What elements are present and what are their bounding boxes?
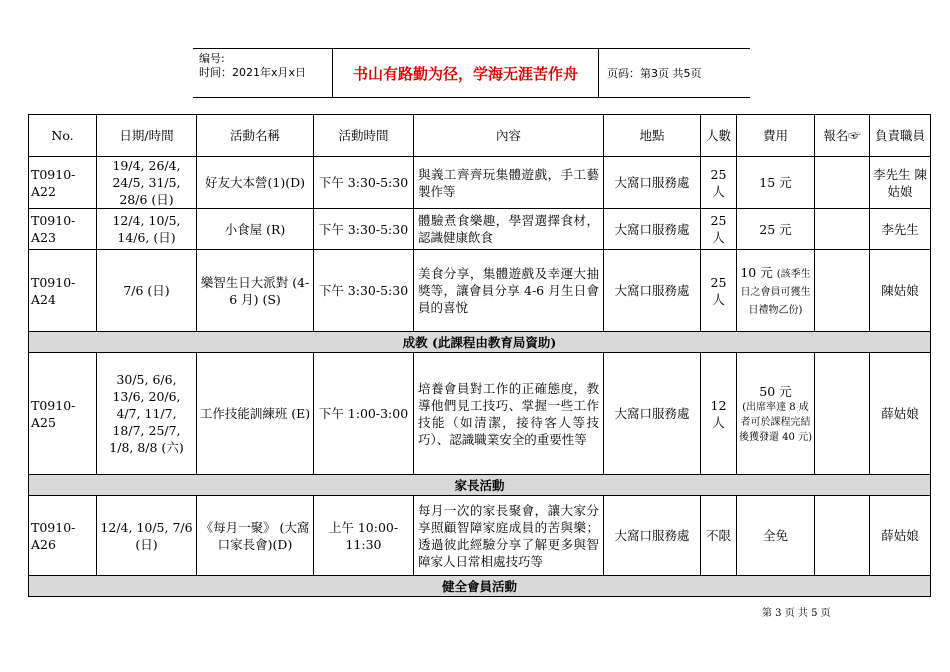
section-row-parent-activities xyxy=(29,475,931,496)
fee-amount: 10 元 xyxy=(740,264,773,280)
cell-name: 工作技能訓練班 (E) xyxy=(197,353,314,475)
section-title: 健全會員活動 xyxy=(29,576,931,597)
page-header xyxy=(193,48,750,98)
cell-date: 12/4, 10/5, 14/6, (日) xyxy=(97,209,197,250)
cell-name: 好友大本營(1)(D) xyxy=(197,157,314,209)
col-name: 活動名稱 xyxy=(197,115,314,157)
fee-amount: 全免 xyxy=(762,528,788,543)
page-footer: 第 3 页 共 5 页 xyxy=(762,608,831,619)
header-meta xyxy=(193,49,333,97)
col-place: 地點 xyxy=(604,115,701,157)
cell-place: 大窩口服務處 xyxy=(604,209,701,250)
cell-no: T0910-A22 xyxy=(29,157,97,209)
cell-signup xyxy=(815,250,870,332)
cell-place: 大窩口服務處 xyxy=(604,250,701,332)
cell-staff: 薛姑娘 xyxy=(870,353,931,475)
cell-date: 7/6 (日) xyxy=(97,250,197,332)
time-label: 时间：2021年x月x日 xyxy=(199,66,307,79)
cell-date: 30/5, 6/6, 13/6, 20/6, 4/7, 11/7, 18/7, 25/7, 1/8, 8/8 (六) xyxy=(97,353,197,475)
col-staff: 負責職員 xyxy=(870,115,931,157)
section-title: 成教 (此課程由教育局資助) xyxy=(29,332,931,353)
table-row xyxy=(29,209,931,250)
cell-content: 體驗煮食樂趣，學習選擇食材，認識健康飲食 xyxy=(414,209,604,250)
cell-content: 培養會員對工作的正確態度，教導他們見工技巧、掌握一些工作技能（如清潔，接待客人等技巧）、認識職業安全的重要性等 xyxy=(414,353,604,475)
cell-time: 下午 3:30-5:30 xyxy=(314,209,414,250)
header-row xyxy=(29,115,931,157)
cell-people: 25 人 xyxy=(701,157,737,209)
cell-no: T0910-A25 xyxy=(29,353,97,475)
fee-amount: 15 元 xyxy=(759,175,792,190)
cell-fee xyxy=(737,157,815,209)
cell-signup xyxy=(815,157,870,209)
activity-table xyxy=(28,114,931,597)
cell-time: 下午 3:30-5:30 xyxy=(314,157,414,209)
cell-content: 每月一次的家長聚會，讓大家分享照顧智障家庭成員的苦與樂；透過彼此經驗分享了解更多與智障家人日常相處技巧等 xyxy=(414,496,604,576)
col-date: 日期/時間 xyxy=(97,115,197,157)
cell-time: 下午 1:00-3:00 xyxy=(314,353,414,475)
cell-people: 25 人 xyxy=(701,209,737,250)
cell-signup xyxy=(815,353,870,475)
col-signup: 報名☞ xyxy=(815,115,870,157)
table-row xyxy=(29,496,931,576)
fee-note: (該季生日之會員可獲生日禮物乙份) xyxy=(740,268,811,316)
motto: 书山有路勤为径，学海无涯苦作舟 xyxy=(333,49,599,97)
table-row xyxy=(29,157,931,209)
cell-staff: 薛姑娘 xyxy=(870,496,931,576)
col-fee: 費用 xyxy=(737,115,815,157)
cell-signup xyxy=(815,209,870,250)
cell-staff: 李先生 陳姑娘 xyxy=(870,157,931,209)
col-people: 人數 xyxy=(701,115,737,157)
cell-content: 美食分享，集體遊戲及幸運大抽獎等，讓會員分享 4-6 月生日會員的喜悅 xyxy=(414,250,604,332)
section-row-adult-education xyxy=(29,332,931,353)
cell-signup xyxy=(815,496,870,576)
cell-people: 25 人 xyxy=(701,250,737,332)
cell-place: 大窩口服務處 xyxy=(604,157,701,209)
page-info: 页码：第3页 共5页 xyxy=(607,67,702,80)
cell-fee xyxy=(737,496,815,576)
table-row xyxy=(29,353,931,475)
col-time: 活動時間 xyxy=(314,115,414,157)
cell-staff: 李先生 xyxy=(870,209,931,250)
cell-place: 大窩口服務處 xyxy=(604,496,701,576)
cell-fee xyxy=(737,353,815,475)
section-row-member-activities xyxy=(29,576,931,597)
fee-amount: 25 元 xyxy=(759,221,792,237)
fee-note: (出席率達 8 成者可於課程完結後獲發還 40 元) xyxy=(739,401,812,443)
number-label: 编号: xyxy=(199,52,225,65)
cell-name: 《每月一聚》 (大窩口家長會)(D) xyxy=(197,496,314,576)
cell-fee xyxy=(737,209,815,250)
cell-no: T0910-A23 xyxy=(29,209,97,250)
cell-content: 與義工齊齊玩集體遊戲，手工藝製作等 xyxy=(414,157,604,209)
cell-people: 12 人 xyxy=(701,353,737,475)
col-no: No. xyxy=(29,115,97,157)
cell-date: 19/4, 26/4, 24/5, 31/5, 28/6 (日) xyxy=(97,157,197,209)
cell-place: 大窩口服務處 xyxy=(604,353,701,475)
cell-no: T0910-A26 xyxy=(29,496,97,576)
cell-time: 上午 10:00-11:30 xyxy=(314,496,414,576)
cell-name: 樂智生日大派對 (4-6 月) (S) xyxy=(197,250,314,332)
cell-fee xyxy=(737,250,815,332)
fee-amount: 50 元 xyxy=(759,383,792,399)
col-content: 內容 xyxy=(414,115,604,157)
cell-time: 下午 3:30-5:30 xyxy=(314,250,414,332)
cell-date: 12/4, 10/5, 7/6 (日) xyxy=(97,496,197,576)
cell-staff: 陳姑娘 xyxy=(870,250,931,332)
cell-people: 不限 xyxy=(701,496,737,576)
cell-name: 小食屋 (R) xyxy=(197,209,314,250)
table-row xyxy=(29,250,931,332)
section-title: 家長活動 xyxy=(29,475,931,496)
cell-no: T0910-A24 xyxy=(29,250,97,332)
